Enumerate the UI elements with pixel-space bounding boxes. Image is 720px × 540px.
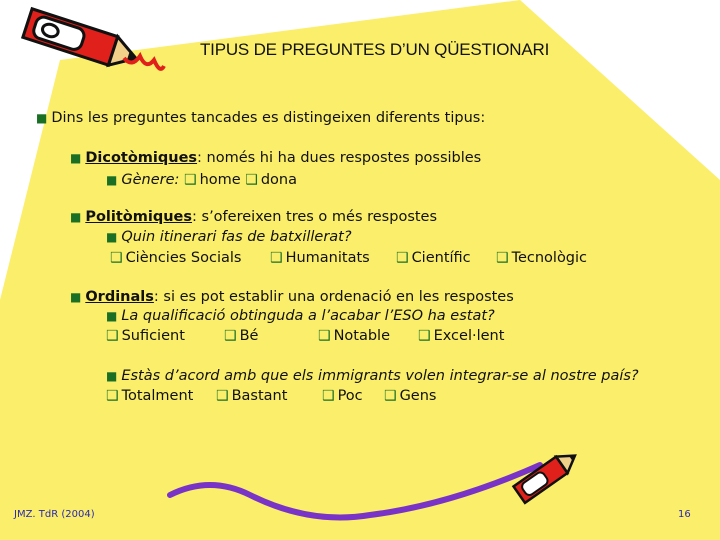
option-label: Excel·lent bbox=[433, 328, 505, 344]
politomiques-question bbox=[106, 229, 352, 245]
option-label: Gens bbox=[399, 388, 437, 404]
option-label: Bastant bbox=[231, 388, 288, 404]
option-label: Humanitats bbox=[285, 250, 370, 266]
bullet-icon: ■ bbox=[70, 151, 82, 165]
option-label: Científic bbox=[411, 250, 471, 266]
ordinals-question-2 bbox=[106, 368, 639, 384]
pencil-bottom-icon bbox=[498, 448, 588, 508]
checkbox-icon[interactable]: ❑ bbox=[110, 250, 123, 266]
footer-author: JMZ. TdR (2004) bbox=[14, 509, 95, 520]
checkbox-icon[interactable]: ❑ bbox=[224, 328, 237, 344]
intro-line bbox=[36, 110, 485, 126]
dicotomiques-example bbox=[106, 172, 297, 188]
dicotomiques-desc: : només hi ha dues respostes possibles bbox=[197, 150, 482, 166]
option-label: Notable bbox=[333, 328, 391, 344]
checkbox-icon[interactable]: ❑ bbox=[418, 328, 431, 344]
page-number: 16 bbox=[678, 509, 691, 520]
ordinals-term: Ordinals bbox=[85, 289, 154, 305]
checkbox-icon[interactable]: ❑ bbox=[106, 328, 119, 344]
politomiques-options bbox=[110, 250, 587, 266]
bullet-icon: ■ bbox=[106, 173, 118, 187]
bullet-icon: ■ bbox=[106, 369, 118, 383]
checkbox-icon[interactable]: ❑ bbox=[396, 250, 409, 266]
checkbox-icon[interactable]: ❑ bbox=[216, 388, 229, 404]
option-label: home bbox=[199, 172, 241, 188]
question-text: La qualificació obtinguda a l’acabar l’ESO ha estat? bbox=[121, 308, 495, 324]
ordinals-question-1 bbox=[106, 308, 495, 324]
checkbox-icon[interactable]: ❑ bbox=[270, 250, 283, 266]
politomiques-term: Politòmiques bbox=[85, 209, 193, 225]
ordinals-desc: : si es pot establir una ordenació en les respostes bbox=[153, 289, 514, 305]
checkbox-icon[interactable]: ❑ bbox=[322, 388, 335, 404]
ordinals-options-1 bbox=[106, 328, 504, 344]
dicotomiques-line bbox=[70, 150, 481, 166]
question-text: Quin itinerari fas de batxillerat? bbox=[121, 229, 352, 245]
option-label: Ciències Socials bbox=[125, 250, 242, 266]
bullet-icon: ■ bbox=[70, 290, 82, 304]
ordinals-options-2 bbox=[106, 388, 436, 404]
checkbox-icon[interactable]: ❑ bbox=[318, 328, 331, 344]
option-label: Totalment bbox=[121, 388, 194, 404]
checkbox-icon[interactable]: ❑ bbox=[384, 388, 397, 404]
checkbox-icon[interactable]: ❑ bbox=[106, 388, 119, 404]
bullet-icon: ■ bbox=[106, 309, 118, 323]
option-label: Suficient bbox=[121, 328, 185, 344]
checkbox-icon[interactable]: ❑ bbox=[496, 250, 509, 266]
intro-text: Dins les preguntes tancades es distingeixen diferents tipus: bbox=[51, 110, 486, 126]
option-label: Poc bbox=[337, 388, 363, 404]
option-label: dona bbox=[260, 172, 297, 188]
checkbox-icon[interactable]: ❑ bbox=[245, 172, 258, 188]
question-text: Estàs d’acord amb que els immigrants volen integrar-se al nostre país? bbox=[121, 368, 639, 384]
bullet-icon: ■ bbox=[106, 230, 118, 244]
bullet-icon: ■ bbox=[36, 111, 48, 125]
page-title: TIPUS DE PREGUNTES D’UN QÜESTIONARI bbox=[200, 40, 550, 59]
politomiques-desc: : s’ofereixen tres o més respostes bbox=[192, 209, 438, 225]
option-label: Tecnològic bbox=[511, 250, 588, 266]
ordinals-line bbox=[70, 289, 514, 305]
pencil-icon bbox=[6, 2, 166, 82]
checkbox-icon[interactable]: ❑ bbox=[184, 172, 197, 188]
dicotomiques-term: Dicotòmiques bbox=[85, 150, 198, 166]
option-label: Bé bbox=[239, 328, 259, 344]
politomiques-line bbox=[70, 209, 437, 225]
example-label: Gènere: bbox=[121, 172, 180, 188]
bullet-icon: ■ bbox=[70, 210, 82, 224]
